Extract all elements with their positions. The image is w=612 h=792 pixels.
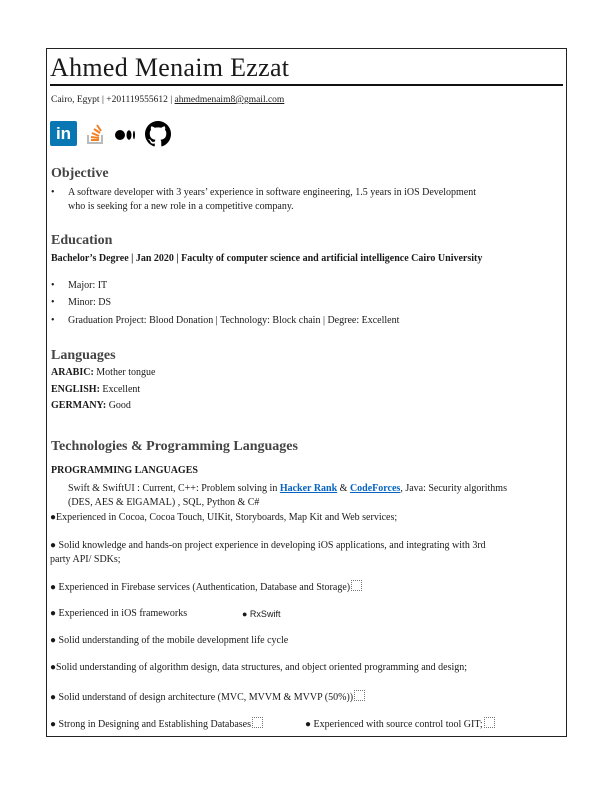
t: ● Experienced with source control tool GIT; xyxy=(305,719,483,730)
degree: Bachelor’s Degree | Jan 2020 | Faculty of computer science and artificial intelligence Cairo University xyxy=(51,253,483,264)
placeholder-glyph xyxy=(354,690,365,701)
bullet: • xyxy=(51,315,55,326)
t: ● Strong in Designing and Establishing Databases xyxy=(50,719,252,730)
language-item xyxy=(51,367,155,379)
email-link[interactable]: ahmedmenaim8@gmail.com xyxy=(174,95,285,105)
skill-line: ● RxSwift xyxy=(242,609,281,619)
location: Cairo, Egypt xyxy=(51,95,100,105)
t: ● Experienced in Firebase services (Authentication, Database and Storage) xyxy=(50,582,351,593)
pl-line: (DES, AES & ElGAMAL) , SQL, Python & C# xyxy=(68,497,260,508)
languages-heading: Languages xyxy=(51,348,116,363)
lang: ARABIC: xyxy=(51,367,94,378)
objective-heading: Objective xyxy=(51,166,109,181)
skill-line xyxy=(50,690,365,704)
education-item: Major: IT xyxy=(68,280,108,291)
skill-line xyxy=(305,717,495,731)
skill-line xyxy=(50,580,362,594)
skill-line: ●Solid understanding of algorithm design, data structures, and object oriented programming and design; xyxy=(50,662,468,673)
skill-line: party API/ SDKs; xyxy=(50,554,121,565)
education-heading: Education xyxy=(51,233,113,248)
bullet: • xyxy=(51,297,55,308)
stackoverflow-icon[interactable] xyxy=(86,121,104,146)
level: Excellent xyxy=(102,384,141,395)
tech-heading: Technologies & Programming Languages xyxy=(51,439,298,454)
skill-line: ● Solid knowledge and hands-on project experience in developing iOS applications, and integrating with 3rd xyxy=(50,540,486,551)
placeholder-glyph xyxy=(351,580,362,591)
contact-line xyxy=(51,94,284,106)
t: , Java: Security algorithms xyxy=(400,483,507,494)
linkedin-icon[interactable]: in xyxy=(50,121,77,146)
sep: | xyxy=(167,95,175,105)
placeholder-glyph xyxy=(484,717,495,728)
bullet: • xyxy=(51,187,55,198)
t: Swift & SwiftUI : Current, C++: Problem solving in xyxy=(68,483,280,494)
medium-icon[interactable] xyxy=(114,121,136,146)
sep: | xyxy=(99,95,107,105)
objective-text: A software developer with 3 years’ experience in software engineering, 1.5 years in iOS Development xyxy=(68,187,477,198)
language-item xyxy=(51,400,131,412)
level: Mother tongue xyxy=(96,367,156,378)
education-item: Graduation Project: Blood Donation | Technology: Block chain | Degree: Excellent xyxy=(68,315,400,326)
hackerrank-link[interactable]: Hacker Rank xyxy=(279,483,338,494)
tech-subtitle: PROGRAMMING LANGUAGES xyxy=(51,465,198,476)
github-icon[interactable] xyxy=(145,121,171,147)
skill-line xyxy=(50,717,263,731)
header-rule xyxy=(50,84,563,86)
lang: ENGLISH: xyxy=(51,384,100,395)
skill-line: ● Experienced in iOS frameworks xyxy=(50,608,188,619)
objective-text: who is seeking for a new role in a competitive company. xyxy=(68,201,294,212)
lang: GERMANY: xyxy=(51,400,107,411)
skill-line: ●Experienced in Cocoa, Cocoa Touch, UIKit, Storyboards, Map Kit and Web services; xyxy=(50,512,398,523)
t: & xyxy=(337,483,350,494)
language-item xyxy=(51,384,140,396)
bullet: • xyxy=(51,280,55,291)
skill-line: ● Solid understanding of the mobile development life cycle xyxy=(50,635,289,646)
placeholder-glyph xyxy=(252,717,263,728)
phone: +201119555612 xyxy=(106,95,168,105)
pl-line xyxy=(68,483,507,495)
resume-name: Ahmed Menaim Ezzat xyxy=(50,53,290,82)
education-item: Minor: DS xyxy=(68,297,112,308)
t: ● Solid understand of design architecture (MVC, MVVM & MVVP (50%)) xyxy=(50,692,354,703)
codeforces-link[interactable]: CodeForces xyxy=(349,483,401,494)
level: Good xyxy=(108,400,131,411)
